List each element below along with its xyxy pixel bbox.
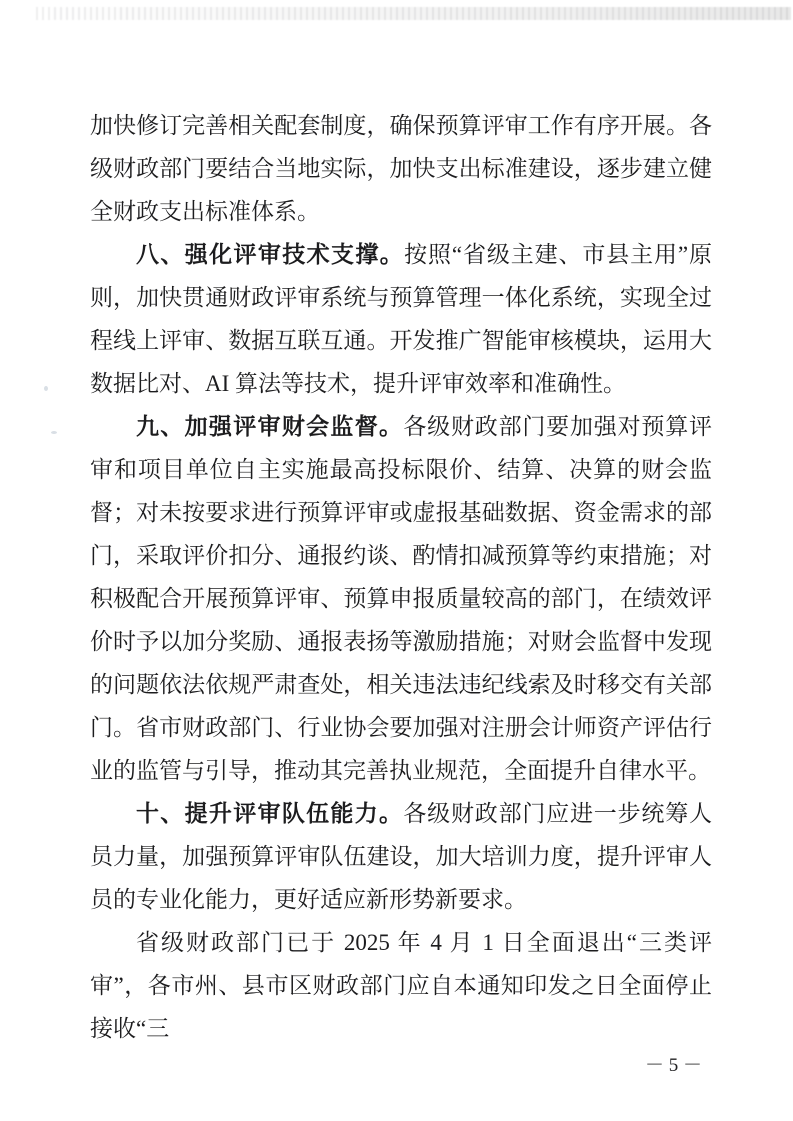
paragraph (90, 921, 712, 1050)
paragraph-text: 各级财政部门要加强对预算评审和项目单位自主实施最高投标限价、结算、决算的财会监督；对未按要求进行预算评审或虚报基础数据、资金需求的部门，采取评价扣分、通报约谈、酌情扣减预算等约束措施；对积极配合开展预算评审、预算申报质量较高的部门，在绩效评价时予以加分奖励、通报表扬等激励措施；对财会监督中发现的问题依法依规严肃查处，相关违法违纪线索及时移交有关部门。省市财政部门、行业协会要加强对注册会计师资产评估行业的监管与引导，推动其完善执业规范，全面提升自律水平。 (90, 414, 713, 783)
page-number-label: － 5 － (645, 1055, 703, 1076)
scan-speck (44, 386, 48, 391)
paragraph-text: 各级财政部门应进一步统筹人员力量，加强预算评审队伍建设，加大培训力度，提升评审人员的专业化能力，更好适应新形势新要求。 (90, 801, 713, 912)
paragraph (90, 405, 712, 792)
section-heading: 九、加强评审财会监督。 (136, 413, 404, 439)
section-heading: 十、提升评审队伍能力。 (136, 800, 404, 826)
scan-speck (51, 431, 57, 434)
document-body (90, 104, 712, 1050)
section-heading: 八、强化评审技术支撑。 (136, 241, 405, 267)
scan-noise-artifact (36, 7, 791, 20)
paragraph-text: 按照“省级主建、市县主用”原则，加快贯通财政评审系统与预算管理一体化系统，实现全过程线上评审、数据互联互通。开发推广智能审核模块，运用大数据比对、AI 算法等技术，提升评审效率和准确性。 (90, 242, 713, 396)
paragraph (90, 233, 712, 405)
paragraph (90, 104, 712, 233)
paragraph (90, 792, 712, 921)
paragraph-text: 省级财政部门已于 2025 年 4 月 1 日全面退出“三类评审”，各市州、县市区财政部门应自本通知印发之日全面停止接收“三 (90, 930, 712, 1041)
page-number (626, 1028, 702, 1099)
paragraph-text: 加快修订完善相关配套制度，确保预算评审工作有序开展。各级财政部门要结合当地实际，加快支出标准建设，逐步建立健全财政支出标准体系。 (90, 113, 712, 224)
